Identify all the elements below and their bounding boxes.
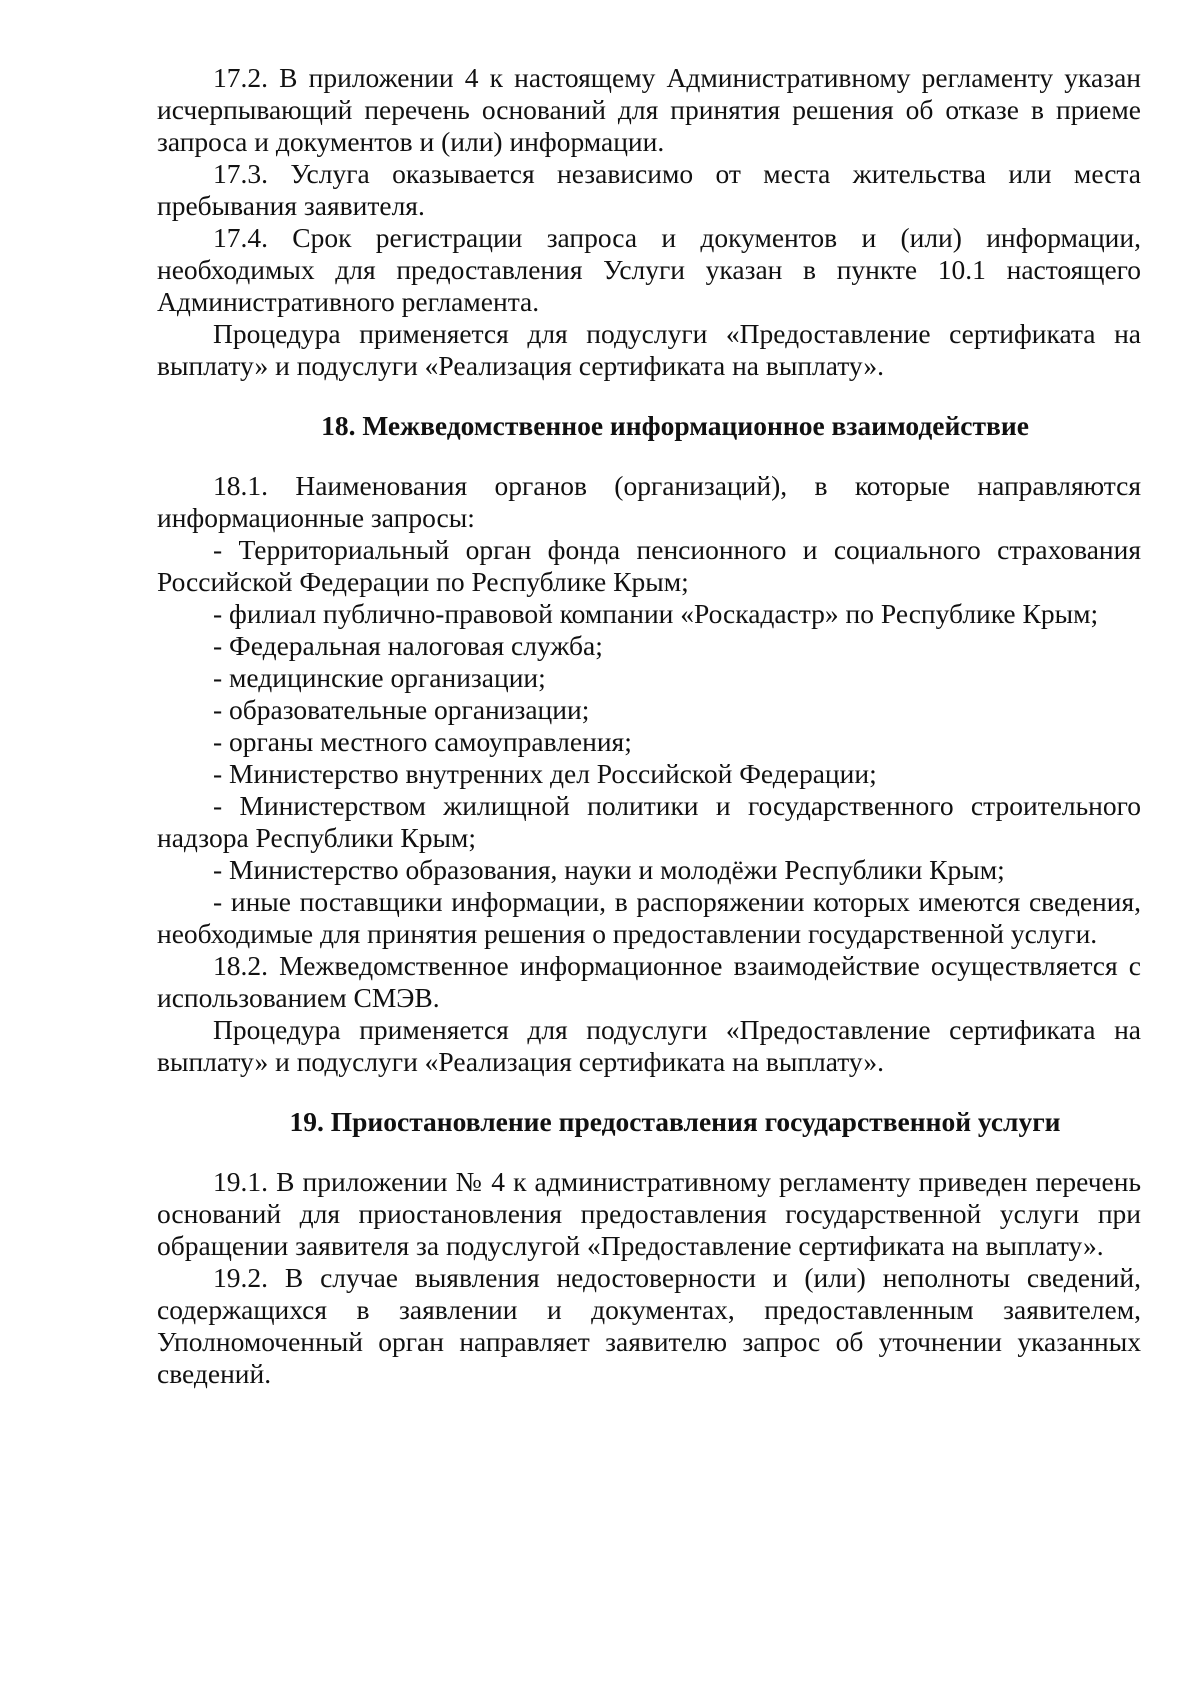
paragraph-17-2: 17.2. В приложении 4 к настоящему Административному регламенту указан исчерпывающий перечень оснований для принятия решения об отказе в приеме запроса и документов и (или) информации. [157, 62, 1141, 157]
list-item: - Министерство внутренних дел Российской Федерации; [213, 758, 877, 789]
paragraph-19-1: 19.1. В приложении № 4 к административному регламенту приведен перечень оснований для приостановления предоставления государственной услуги при обращении заявителя за подуслугой «Предоставление сертификата на выплату». [157, 1166, 1141, 1261]
list-item: - Федеральная налоговая служба; [213, 630, 603, 661]
paragraph-17-3: 17.3. Услуга оказывается независимо от места жительства или места пребывания заявителя. [157, 158, 1141, 221]
list-item: - Министерством жилищной политики и государственного строительного надзора Республики Крым; [157, 790, 1141, 853]
paragraph-18-procedure: Процедура применяется для подуслуги «Предоставление сертификата на выплату» и подуслуги «Реализация сертификата на выплату». [157, 1014, 1141, 1077]
section-19-heading: 19. Приостановление предоставления государственной услуги [289, 1106, 1061, 1137]
list-item: - образовательные организации; [213, 694, 590, 725]
paragraph-18-2: 18.2. Межведомственное информационное взаимодействие осуществляется с использованием СМЭВ. [157, 950, 1141, 1013]
list-item: - органы местного самоуправления; [213, 726, 632, 757]
section-18-heading: 18. Межведомственное информационное взаимодействие [321, 410, 1029, 441]
list-item: - иные поставщики информации, в распоряжении которых имеются сведения, необходимые для принятия решения о предоставлении государственной услуги. [157, 886, 1141, 949]
list-item: - филиал публично-правовой компании «Роскадастр» по Республике Крым; [213, 598, 1099, 629]
paragraph-18-1: 18.1. Наименования органов (организаций), в которые направляются информационные запросы: [157, 470, 1141, 533]
paragraph-19-2: 19.2. В случае выявления недостоверности и (или) неполноты сведений, содержащихся в заявлении и документах, предоставленным заявителем, Уполномоченный орган направляет заявителю запрос об уточнении указанных сведений. [157, 1262, 1141, 1389]
paragraph-17-procedure: Процедура применяется для подуслуги «Предоставление сертификата на выплату» и подуслуги «Реализация сертификата на выплату». [157, 318, 1141, 381]
document-body [157, 62, 1141, 1390]
paragraph-17-4: 17.4. Срок регистрации запроса и документов и (или) информации, необходимых для предоставления Услуги указан в пункте 10.1 настоящего Административного регламента. [157, 222, 1141, 317]
list-item: - Территориальный орган фонда пенсионного и социального страхования Российской Федерации по Республике Крым; [157, 534, 1141, 597]
agency-list [157, 534, 1141, 950]
list-item: - Министерство образования, науки и молодёжи Республики Крым; [213, 854, 1005, 885]
list-item: - медицинские организации; [213, 662, 546, 693]
